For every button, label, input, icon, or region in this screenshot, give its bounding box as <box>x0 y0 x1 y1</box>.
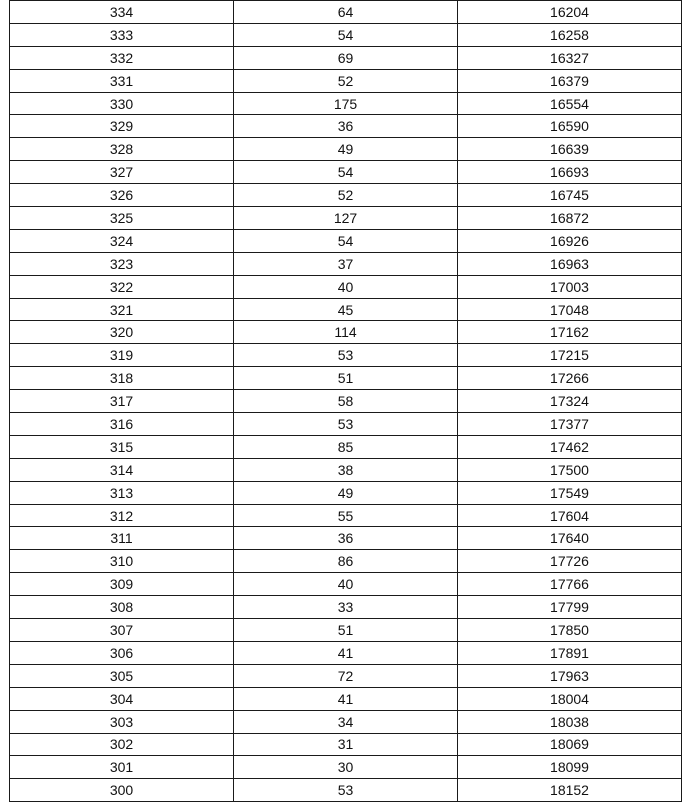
score-cell: 324 <box>10 229 234 252</box>
table-row <box>10 664 682 687</box>
cumulative-cell: 17640 <box>458 527 682 550</box>
score-cell: 314 <box>10 458 234 481</box>
cumulative-cell: 18004 <box>458 687 682 710</box>
count-cell: 51 <box>234 619 458 642</box>
table-row <box>10 733 682 756</box>
score-cell: 331 <box>10 69 234 92</box>
table-row <box>10 641 682 664</box>
score-cell: 321 <box>10 298 234 321</box>
score-cell: 322 <box>10 275 234 298</box>
cumulative-cell: 16379 <box>458 69 682 92</box>
score-cell: 318 <box>10 367 234 390</box>
table-row <box>10 756 682 779</box>
count-cell: 36 <box>234 115 458 138</box>
cumulative-cell: 17726 <box>458 550 682 573</box>
cumulative-cell: 17799 <box>458 596 682 619</box>
cumulative-cell: 16963 <box>458 252 682 275</box>
table-row <box>10 550 682 573</box>
table-row <box>10 229 682 252</box>
table-row <box>10 481 682 504</box>
cumulative-cell: 18099 <box>458 756 682 779</box>
score-cell: 319 <box>10 344 234 367</box>
count-cell: 49 <box>234 138 458 161</box>
cumulative-cell: 17215 <box>458 344 682 367</box>
count-cell: 41 <box>234 641 458 664</box>
count-cell: 54 <box>234 229 458 252</box>
cumulative-cell: 17963 <box>458 664 682 687</box>
score-cell: 309 <box>10 573 234 596</box>
score-cell: 329 <box>10 115 234 138</box>
score-cell: 307 <box>10 619 234 642</box>
cumulative-cell: 17003 <box>458 275 682 298</box>
cumulative-cell: 18152 <box>458 779 682 802</box>
table-row <box>10 435 682 458</box>
score-cell: 333 <box>10 23 234 46</box>
score-cell: 328 <box>10 138 234 161</box>
cumulative-cell: 17850 <box>458 619 682 642</box>
count-cell: 54 <box>234 23 458 46</box>
score-cell: 304 <box>10 687 234 710</box>
count-cell: 52 <box>234 184 458 207</box>
cumulative-cell: 17462 <box>458 435 682 458</box>
cumulative-cell: 18038 <box>458 710 682 733</box>
cumulative-cell: 16745 <box>458 184 682 207</box>
table-row <box>10 115 682 138</box>
cumulative-cell: 16639 <box>458 138 682 161</box>
score-cell: 310 <box>10 550 234 573</box>
count-cell: 38 <box>234 458 458 481</box>
count-cell: 41 <box>234 687 458 710</box>
table-row <box>10 207 682 230</box>
table-row <box>10 779 682 802</box>
score-cell: 325 <box>10 207 234 230</box>
cumulative-cell: 16590 <box>458 115 682 138</box>
score-cell: 323 <box>10 252 234 275</box>
cumulative-cell: 17324 <box>458 390 682 413</box>
count-cell: 64 <box>234 1 458 24</box>
table-row <box>10 1 682 24</box>
table-row <box>10 46 682 69</box>
cumulative-cell: 18069 <box>458 733 682 756</box>
score-cell: 312 <box>10 504 234 527</box>
table-row <box>10 596 682 619</box>
cumulative-cell: 16554 <box>458 92 682 115</box>
score-distribution-table <box>9 0 682 802</box>
cumulative-cell: 16204 <box>458 1 682 24</box>
score-cell: 334 <box>10 1 234 24</box>
score-cell: 315 <box>10 435 234 458</box>
score-cell: 303 <box>10 710 234 733</box>
score-cell: 311 <box>10 527 234 550</box>
score-cell: 301 <box>10 756 234 779</box>
count-cell: 52 <box>234 69 458 92</box>
table-row <box>10 161 682 184</box>
cumulative-cell: 17048 <box>458 298 682 321</box>
count-cell: 86 <box>234 550 458 573</box>
score-distribution-sheet <box>9 0 681 807</box>
cumulative-cell: 16872 <box>458 207 682 230</box>
table-row <box>10 390 682 413</box>
count-cell: 54 <box>234 161 458 184</box>
score-cell: 306 <box>10 641 234 664</box>
score-cell: 317 <box>10 390 234 413</box>
table-body <box>10 1 682 802</box>
table-row <box>10 275 682 298</box>
count-cell: 55 <box>234 504 458 527</box>
count-cell: 37 <box>234 252 458 275</box>
count-cell: 175 <box>234 92 458 115</box>
table-row <box>10 527 682 550</box>
count-cell: 85 <box>234 435 458 458</box>
score-cell: 313 <box>10 481 234 504</box>
count-cell: 53 <box>234 413 458 436</box>
count-cell: 36 <box>234 527 458 550</box>
count-cell: 72 <box>234 664 458 687</box>
score-cell: 308 <box>10 596 234 619</box>
table-row <box>10 252 682 275</box>
table-row <box>10 69 682 92</box>
table-row <box>10 413 682 436</box>
cumulative-cell: 17500 <box>458 458 682 481</box>
cumulative-cell: 16327 <box>458 46 682 69</box>
table-row <box>10 687 682 710</box>
table-row <box>10 138 682 161</box>
table-row <box>10 344 682 367</box>
table-row <box>10 298 682 321</box>
table-row <box>10 619 682 642</box>
score-cell: 302 <box>10 733 234 756</box>
table-row <box>10 504 682 527</box>
score-cell: 300 <box>10 779 234 802</box>
score-cell: 332 <box>10 46 234 69</box>
cumulative-cell: 17549 <box>458 481 682 504</box>
cumulative-cell: 17604 <box>458 504 682 527</box>
cumulative-cell: 16258 <box>458 23 682 46</box>
count-cell: 127 <box>234 207 458 230</box>
count-cell: 31 <box>234 733 458 756</box>
score-cell: 316 <box>10 413 234 436</box>
table-row <box>10 573 682 596</box>
cumulative-cell: 17162 <box>458 321 682 344</box>
count-cell: 40 <box>234 275 458 298</box>
score-cell: 327 <box>10 161 234 184</box>
count-cell: 49 <box>234 481 458 504</box>
count-cell: 30 <box>234 756 458 779</box>
table-row <box>10 23 682 46</box>
cumulative-cell: 16926 <box>458 229 682 252</box>
count-cell: 40 <box>234 573 458 596</box>
table-row <box>10 710 682 733</box>
count-cell: 34 <box>234 710 458 733</box>
count-cell: 69 <box>234 46 458 69</box>
count-cell: 45 <box>234 298 458 321</box>
count-cell: 114 <box>234 321 458 344</box>
cumulative-cell: 17377 <box>458 413 682 436</box>
score-cell: 305 <box>10 664 234 687</box>
score-cell: 320 <box>10 321 234 344</box>
score-cell: 330 <box>10 92 234 115</box>
table-row <box>10 92 682 115</box>
table-row <box>10 458 682 481</box>
table-row <box>10 184 682 207</box>
table-row <box>10 321 682 344</box>
cumulative-cell: 16693 <box>458 161 682 184</box>
cumulative-cell: 17266 <box>458 367 682 390</box>
table-row <box>10 367 682 390</box>
count-cell: 58 <box>234 390 458 413</box>
score-cell: 326 <box>10 184 234 207</box>
count-cell: 53 <box>234 344 458 367</box>
count-cell: 33 <box>234 596 458 619</box>
count-cell: 53 <box>234 779 458 802</box>
cumulative-cell: 17766 <box>458 573 682 596</box>
count-cell: 51 <box>234 367 458 390</box>
cumulative-cell: 17891 <box>458 641 682 664</box>
